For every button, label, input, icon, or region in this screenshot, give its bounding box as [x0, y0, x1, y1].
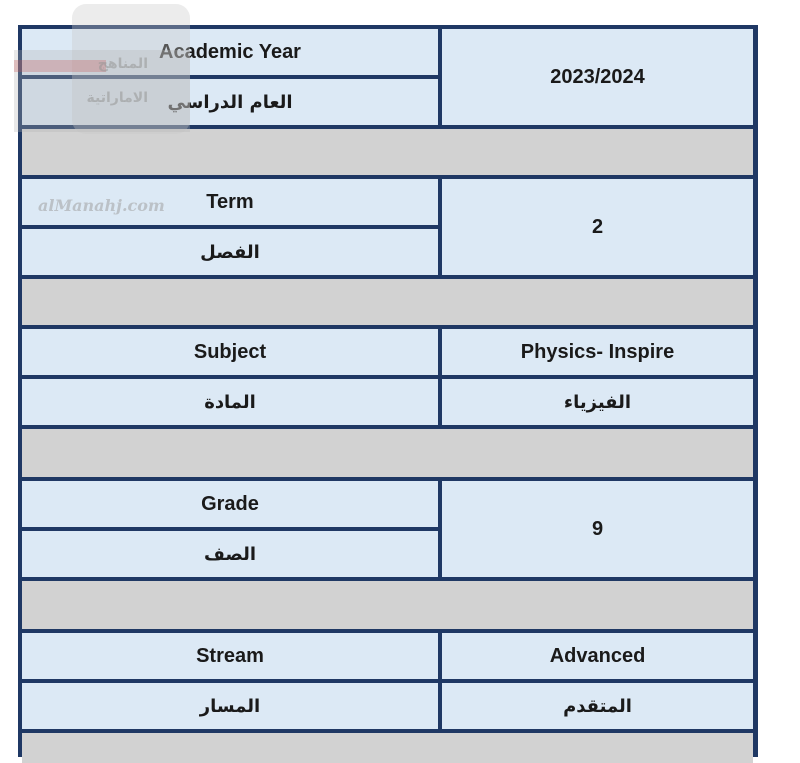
label-stream-en: Stream: [22, 633, 438, 679]
value-term: 2: [442, 179, 753, 275]
label-academic-year-ar: العام الدراسي: [22, 79, 438, 125]
label-grade-en: Grade: [22, 481, 438, 527]
watermark-site: alManahj.com: [38, 196, 165, 215]
separator-row: [22, 733, 753, 763]
separator-row: [22, 279, 753, 325]
label-stream-ar: المسار: [22, 683, 438, 729]
label-subject-ar: المادة: [22, 379, 438, 425]
separator-row: [22, 129, 753, 175]
label-grade-ar: الصف: [22, 531, 438, 577]
label-academic-year-en: Academic Year: [22, 29, 438, 75]
label-subject-en: Subject: [22, 329, 438, 375]
value-subject-ar: الفيزياء: [442, 379, 753, 425]
watermark-arabic-line2: الاماراتية: [86, 90, 148, 106]
value-stream-ar: المتقدم: [442, 683, 753, 729]
separator-row: [22, 581, 753, 629]
label-term-en: Term: [22, 179, 438, 225]
value-academic-year: 2023/2024: [442, 29, 753, 125]
watermark-arabic-line1: المناهج: [97, 56, 148, 72]
value-stream-en: Advanced: [442, 633, 753, 679]
separator-row: [22, 429, 753, 477]
info-table: [18, 25, 758, 757]
value-subject-en: Physics- Inspire: [442, 329, 753, 375]
value-grade: 9: [442, 481, 753, 577]
label-term-ar: الفصل: [22, 229, 438, 275]
